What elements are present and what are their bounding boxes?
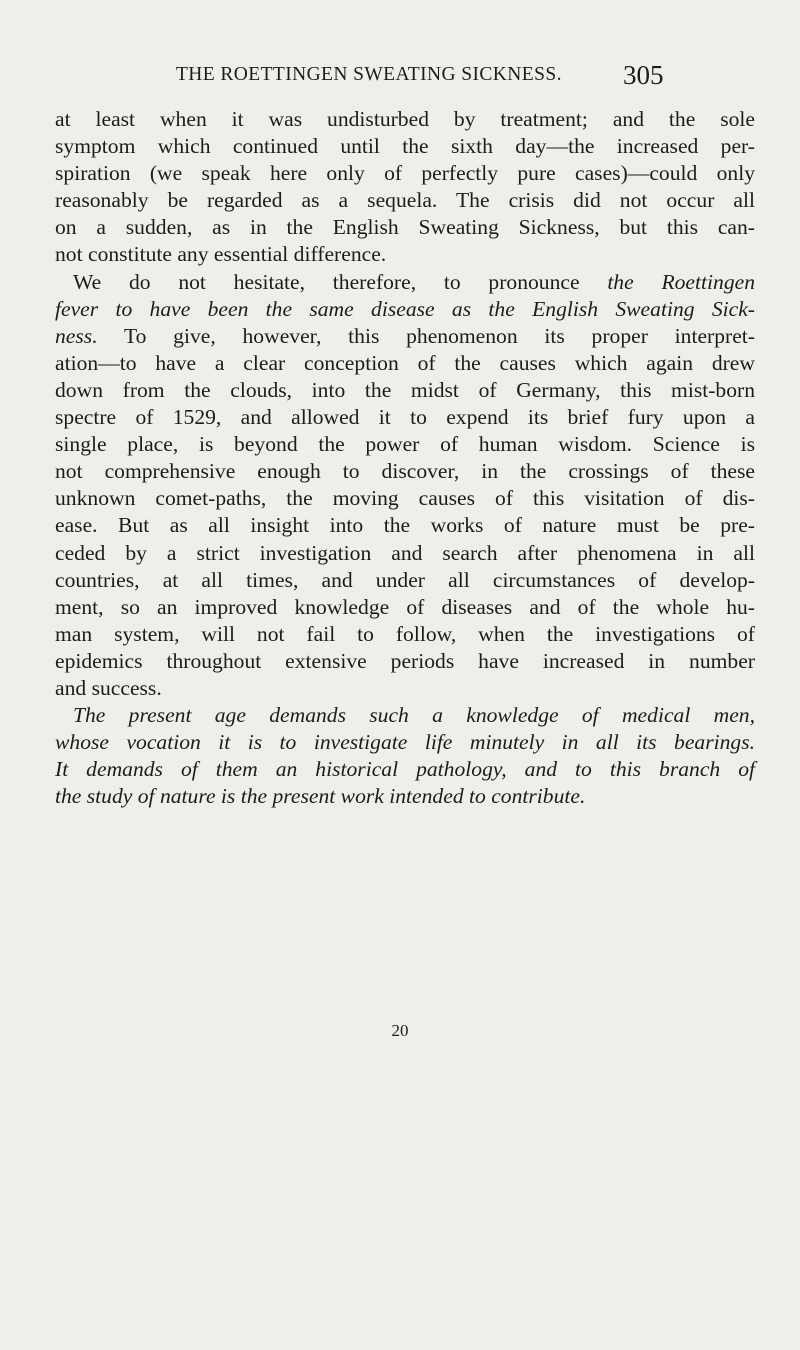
text-segment: countries, at all times, and under all circumstances of develop- <box>55 567 755 592</box>
text-line <box>55 187 755 214</box>
text-line <box>55 512 755 539</box>
text-segment: symptom which continued until the sixth day—the increased per- <box>55 134 755 159</box>
text-segment: on a sudden, as in the English Sweating Sickness, but this can- <box>55 215 755 240</box>
text-line <box>55 621 755 648</box>
text-segment: man system, will not fail to follow, when the investigations of <box>55 621 755 646</box>
italic-text: fever to have been the same disease as the English Sweating Sick- <box>55 296 755 321</box>
text-segment: spiration (we speak here only of perfectly pure cases)—could only <box>55 161 755 186</box>
italic-text: whose vocation it is to investigate life minutely in all its bearings. <box>55 730 755 755</box>
text-line <box>55 702 755 729</box>
text-line <box>55 241 755 268</box>
running-head <box>176 60 736 100</box>
text-line <box>55 214 755 241</box>
text-segment: ment, so an improved knowledge of diseases and of the whole hu- <box>55 594 755 619</box>
italic-text: The present age demands such a knowledge of medical men, <box>73 703 755 728</box>
text-segment: single place, is beyond the power of human wisdom. Science is <box>55 432 755 457</box>
text-line <box>55 323 755 350</box>
running-title: THE ROETTINGEN SWEATING SICKNESS. <box>176 64 562 85</box>
paragraph <box>55 106 755 269</box>
body-text <box>55 106 755 810</box>
text-line <box>55 729 755 756</box>
text-line <box>55 756 755 783</box>
text-segment: and success. <box>55 675 162 700</box>
text-segment: unknown comet-paths, the moving causes of this visitation of dis- <box>55 486 755 511</box>
text-segment: epidemics throughout extensive periods have increased in number <box>55 648 755 673</box>
text-segment: reasonably be regarded as a sequela. The crisis did not occur all <box>55 188 755 213</box>
text-line <box>55 160 755 187</box>
text-segment: ceded by a strict investigation and search after phenomena in all <box>55 540 755 565</box>
text-line <box>55 106 755 133</box>
text-line <box>55 269 755 296</box>
text-line <box>55 133 755 160</box>
text-segment: not comprehensive enough to discover, in the crossings of these <box>55 459 755 484</box>
italic-text: ness. <box>55 323 98 348</box>
text-segment: spectre of 1529, and allowed it to expend its brief fury upon a <box>55 405 755 430</box>
text-line <box>55 648 755 675</box>
paragraph <box>55 269 755 703</box>
text-line <box>55 594 755 621</box>
text-segment: We do not hesitate, therefore, to pronounce <box>73 269 608 294</box>
text-line <box>55 431 755 458</box>
text-line <box>55 296 755 323</box>
italic-text: the study of nature is the present work intended to contribute. <box>55 784 586 809</box>
text-segment: at least when it was undisturbed by treatment; and the sole <box>55 107 755 131</box>
italic-text: the Roettingen <box>607 269 755 294</box>
text-line <box>55 675 755 702</box>
text-segment: To give, however, this phenomenon its proper interpret- <box>97 323 755 348</box>
text-line <box>55 377 755 404</box>
page-number: 305 <box>623 60 664 90</box>
text-line <box>55 540 755 567</box>
text-segment: down from the clouds, into the midst of Germany, this mist-born <box>55 377 755 402</box>
text-line <box>55 485 755 512</box>
text-segment: ease. But as all insight into the works of nature must be pre- <box>55 513 755 538</box>
text-line <box>55 567 755 594</box>
text-line <box>55 458 755 485</box>
paragraph <box>55 702 755 810</box>
text-segment: ation—to have a clear conception of the causes which again drew <box>55 350 755 375</box>
italic-text: It demands of them an historical pathology, and to this branch of <box>55 757 755 782</box>
text-line <box>55 783 755 810</box>
text-line <box>55 350 755 377</box>
signature-mark: 20 <box>391 1021 409 1040</box>
text-line <box>55 404 755 431</box>
text-segment: not constitute any essential difference. <box>55 242 387 267</box>
